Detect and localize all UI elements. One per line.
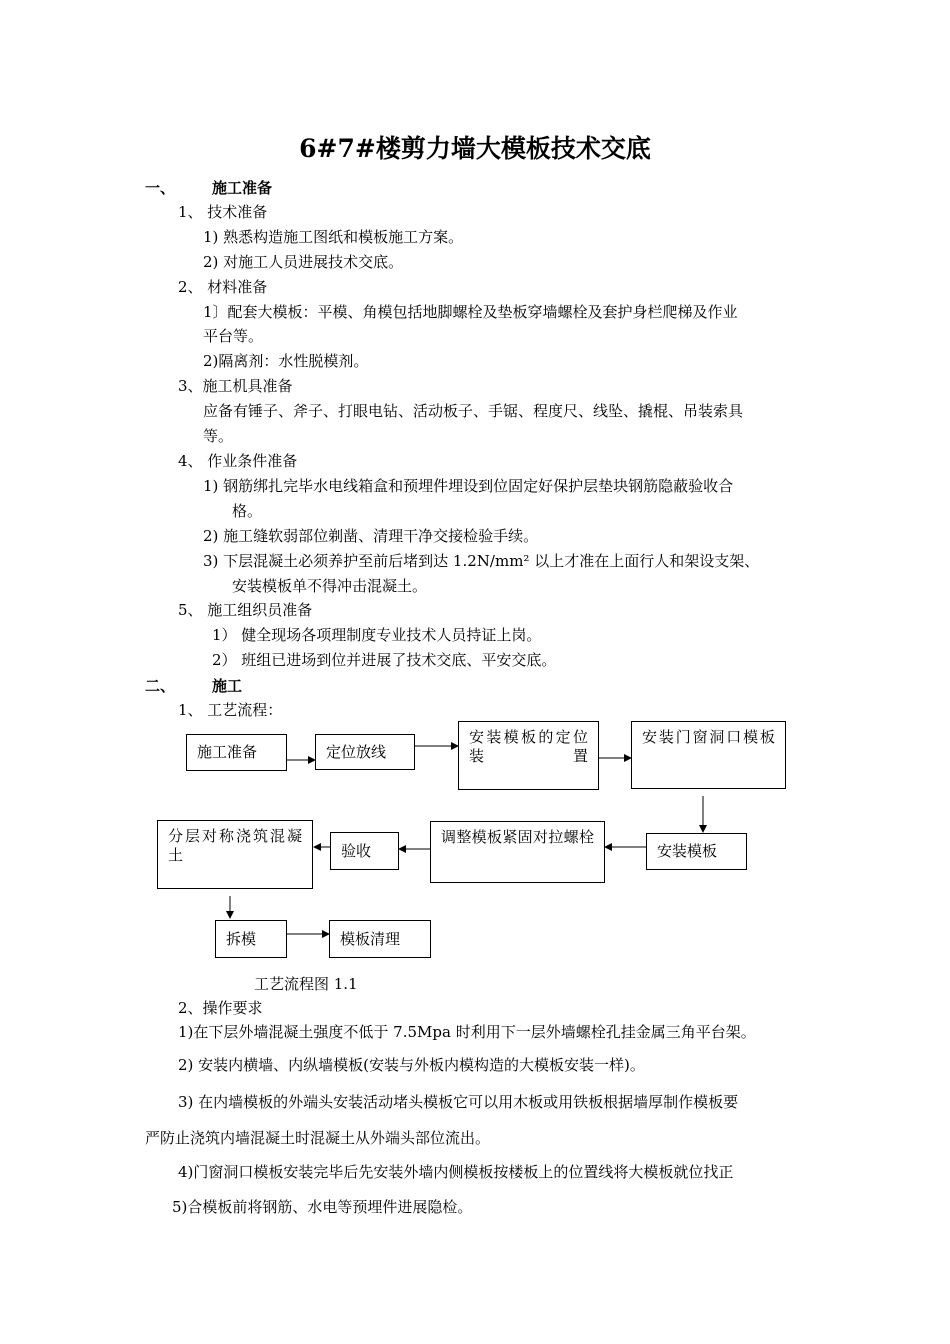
item-material-prep-sub1: 1〕配套大模板：平模、角模包括地脚螺栓及垫板穿墙螺栓及套护身栏爬梯及作业 — [203, 303, 738, 321]
item-material-prep-sub2: 2)隔离剂：水性脱模剂。 — [203, 352, 369, 370]
ops-item-3: 3) 在内墙模板的外端头安装活动堵头模板它可以用木板或用铁板根据墙厚制作模板要 — [178, 1093, 739, 1111]
item-tech-prep-sub2: 2) 对施工人员进展技术交底。 — [203, 253, 404, 271]
flow-step-prep: 施工准备 — [186, 734, 287, 771]
flow-step-adjust: 调整模板紧固对拉螺栓 — [430, 821, 605, 883]
item-staff-prep-sub2: 2） 班组已进场到位并进展了技术交底、平安交底。 — [212, 651, 557, 669]
item-work-conditions-sub3-cont: 安装模板单不得冲击混凝土。 — [232, 577, 428, 595]
document-title: 6#7#楼剪力墙大模板技术交底 — [299, 134, 651, 163]
ops-item-3-cont: 严防止浇筑内墙混凝土时混凝土从外端头部位流出。 — [145, 1129, 491, 1147]
flow-step-pour: 分层对称浇筑混凝土 — [157, 820, 313, 889]
item-work-conditions-sub1: 1) 钢筋绑扎完毕水电线箱盒和预埋件埋设到位固定好保护层垫块钢筋隐蔽验收合 — [203, 477, 734, 495]
item-material-prep-sub1-cont: 平台等。 — [203, 327, 264, 345]
flow-step-locate: 定位放线 — [315, 734, 415, 770]
ops-item-2: 2) 安装内横墙、内纵墙模板(安装与外板内模构造的大模板安装一样)。 — [178, 1056, 645, 1074]
section2-number: 二、 — [145, 677, 176, 695]
section1-heading: 施工准备 — [212, 179, 273, 197]
item-tech-prep-sub1: 1) 熟悉构造施工图纸和模板施工方案。 — [203, 228, 464, 246]
ops-item-4: 4)门窗洞口模板安装完毕后先安装外墙内侧模板按楼板上的位置线将大模板就位找正 — [178, 1163, 734, 1181]
item-tools-prep: 3、施工机具准备 — [178, 377, 293, 395]
section2-heading: 施工 — [212, 677, 243, 695]
item-material-prep: 2、 材料准备 — [178, 278, 268, 296]
item-work-conditions-sub1-cont: 格。 — [232, 502, 263, 520]
flow-step-door-window: 安装门窗洞口模板 — [631, 721, 786, 789]
flow-step-install: 安装模板 — [646, 833, 747, 870]
item-staff-prep: 5、 施工组织员准备 — [178, 601, 313, 619]
item-staff-prep-sub1: 1） 健全现场各项理制度专业技术人员持证上岗。 — [212, 626, 542, 644]
item-tools-prep-sub1-cont: 等。 — [203, 427, 234, 445]
ops-item-1: 1)在下层外墙混凝土强度不低于 7.5Mpa 时利用下一层外墙螺栓孔挂金属三角平台架。 — [178, 1023, 756, 1041]
item-tools-prep-sub1: 应备有锤子、斧子、打眼电钻、活动板子、手锯、程度尺、线坠、撬棍、吊装索具 — [203, 402, 744, 420]
flow-step-accept: 验收 — [330, 832, 399, 870]
flow-caption: 工艺流程图 1.1 — [254, 975, 358, 993]
flow-label: 1、 工艺流程： — [178, 701, 283, 719]
item-work-conditions-sub3: 3) 下层混凝土必须养护至前后堵到达 1.2N/mm² 以上才准在上面行人和架设支架、 — [203, 552, 760, 570]
flow-step-clean: 模板清理 — [329, 920, 431, 958]
item-work-conditions: 4、 作业条件准备 — [178, 452, 298, 470]
flow-step-remove: 拆模 — [215, 920, 287, 958]
item-work-conditions-sub2: 2) 施工缝软弱部位剃凿、清理干净交接检验手续。 — [203, 527, 539, 545]
ops-item-5: 5)合模板前将钢筋、水电等预埋件进展隐检。 — [172, 1198, 473, 1216]
ops-label: 2、操作要求 — [178, 999, 263, 1017]
flow-step-install-fix: 安装模板的定位装置 — [458, 721, 599, 790]
item-tech-prep: 1、 技术准备 — [178, 203, 268, 221]
section1-number: 一、 — [145, 179, 176, 197]
